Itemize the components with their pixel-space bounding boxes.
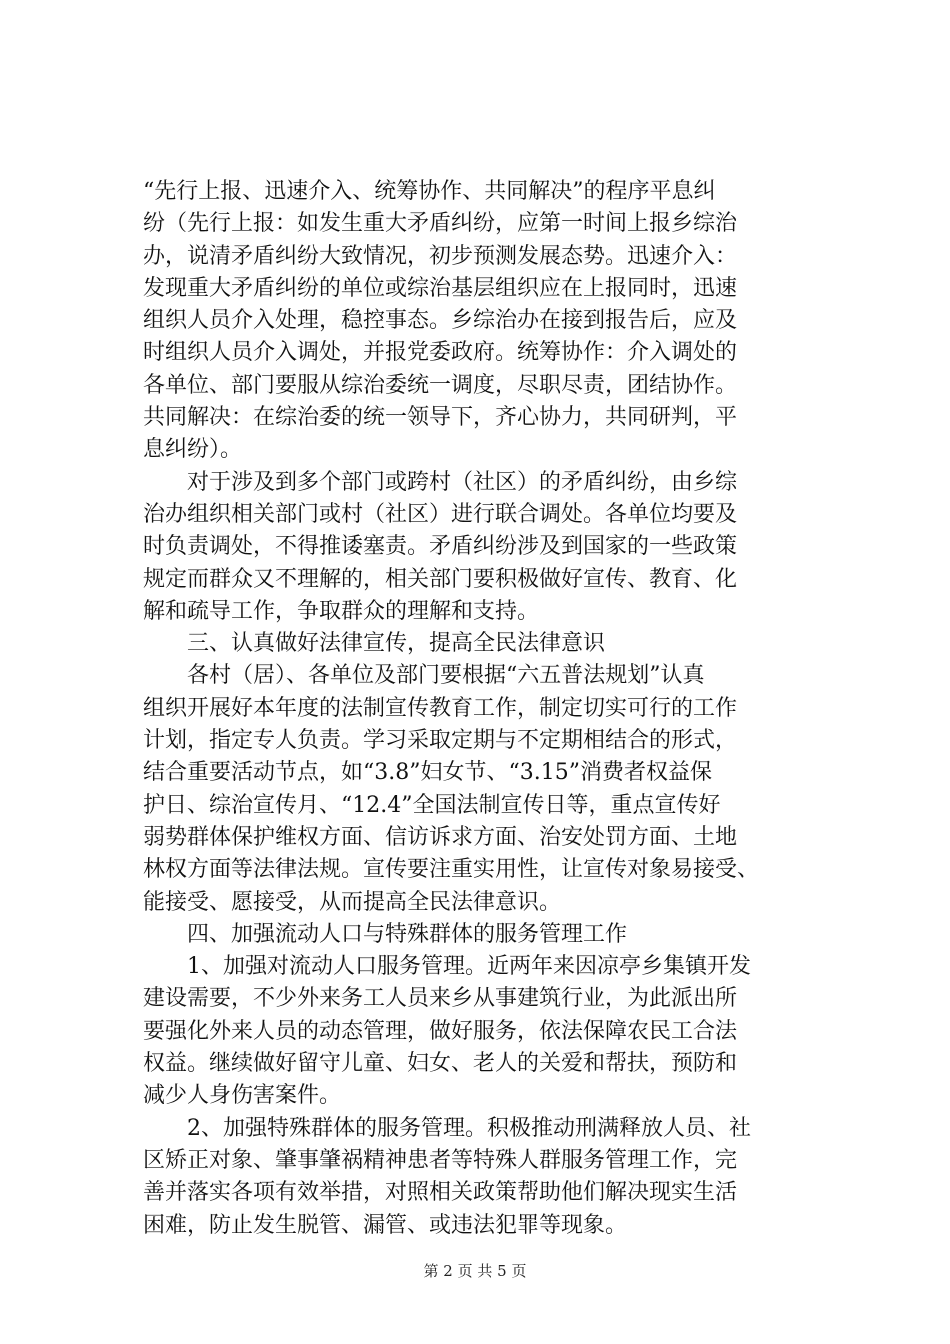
text-line: 共同解决：在综治委的统一领导下，齐心协力，共同研判，平 <box>143 405 738 431</box>
text-line: 时组织人员介入调处，并报党委政府。统筹协作：介入调处的 <box>143 340 738 366</box>
text-line: 权益。继续做好留守儿童、妇女、老人的关爱和帮扶，预防和 <box>143 1051 738 1077</box>
text-line: 纷（先行上报：如发生重大矛盾纠纷，应第一时间上报乡综治 <box>143 211 738 237</box>
section-heading: 四、加强流动人口与特殊群体的服务管理工作 <box>187 921 628 947</box>
text-line: 弱势群体保护维权方面、信访诉求方面、治安处罚方面、土地 <box>143 824 738 850</box>
text-line: 发现重大矛盾纠纷的单位或综治基层组织应在上报同时，迅速 <box>143 275 738 301</box>
document-body <box>143 176 833 1242</box>
paragraph-first-line: 各村（居）、各单位及部门要根据“六五普法规划”认真 <box>187 663 705 689</box>
text-line: 要强化外来人员的动态管理，做好服务，依法保障农民工合法 <box>143 1018 738 1044</box>
text-line: 息纠纷）。 <box>143 437 243 463</box>
paragraph-first-line: 对于涉及到多个部门或跨村（社区）的矛盾纠纷，由乡综 <box>187 469 738 495</box>
text-line: 组织人员介入处理，稳控事态。乡综治办在接到报告后，应及 <box>143 308 738 334</box>
text-line: 林权方面等法律法规。宣传要注重实用性，让宣传对象易接受、 <box>143 857 760 883</box>
text-line: 能接受、愿接受，从而提高全民法律意识。 <box>143 889 562 915</box>
text-line: 解和疏导工作，争取群众的理解和支持。 <box>143 598 540 624</box>
text-line: 区矫正对象、肇事肇祸精神患者等特殊人群服务管理工作，完 <box>143 1147 738 1173</box>
text-line: 减少人身伤害案件。 <box>143 1083 342 1109</box>
paragraph-first-line: 1、加强对流动人口服务管理。近两年来因凉亭乡集镇开发 <box>187 954 751 980</box>
text-line: 结合重要活动节点，如“3.8”妇女节、“3.15”消费者权益保 <box>143 760 712 786</box>
text-line: 规定而群众又不理解的，相关部门要积极做好宣传、教育、化 <box>143 566 738 592</box>
text-line: 组织开展好本年度的法制宣传教育工作，制定切实可行的工作 <box>143 695 738 721</box>
text-line: “先行上报、迅速介入、统筹协作、共同解决”的程序平息纠 <box>143 179 716 204</box>
text-line: 治办组织相关部门或村（社区）进行联合调处。各单位均要及 <box>143 501 738 527</box>
page-number-footer: 第 2 页 共 5 页 <box>423 1262 527 1280</box>
text-line: 护日、综治宣传月、“12.4”全国法制宣传日等，重点宣传好 <box>143 792 721 818</box>
text-line: 计划，指定专人负责。学习采取定期与不定期相结合的形式， <box>143 728 738 754</box>
text-line: 困难，防止发生脱管、漏管、或违法犯罪等现象。 <box>143 1212 628 1238</box>
text-line: 各单位、部门要服从综治委统一调度，尽职尽责，团结协作。 <box>143 372 738 398</box>
text-line: 办，说清矛盾纠纷大致情况，初步预测发展态势。迅速介入： <box>143 243 738 269</box>
text-line: 善并落实各项有效举措，对照相关政策帮助他们解决现实生活 <box>143 1180 738 1206</box>
text-line: 时负责调处，不得推诿塞责。矛盾纠纷涉及到国家的一些政策 <box>143 534 738 560</box>
section-heading: 三、认真做好法律宣传，提高全民法律意识 <box>187 631 606 657</box>
paragraph-first-line: 2、加强特殊群体的服务管理。积极推动刑满释放人员、社 <box>187 1115 751 1141</box>
text-line: 建设需要，不少外来务工人员来乡从事建筑行业，为此派出所 <box>143 986 738 1012</box>
